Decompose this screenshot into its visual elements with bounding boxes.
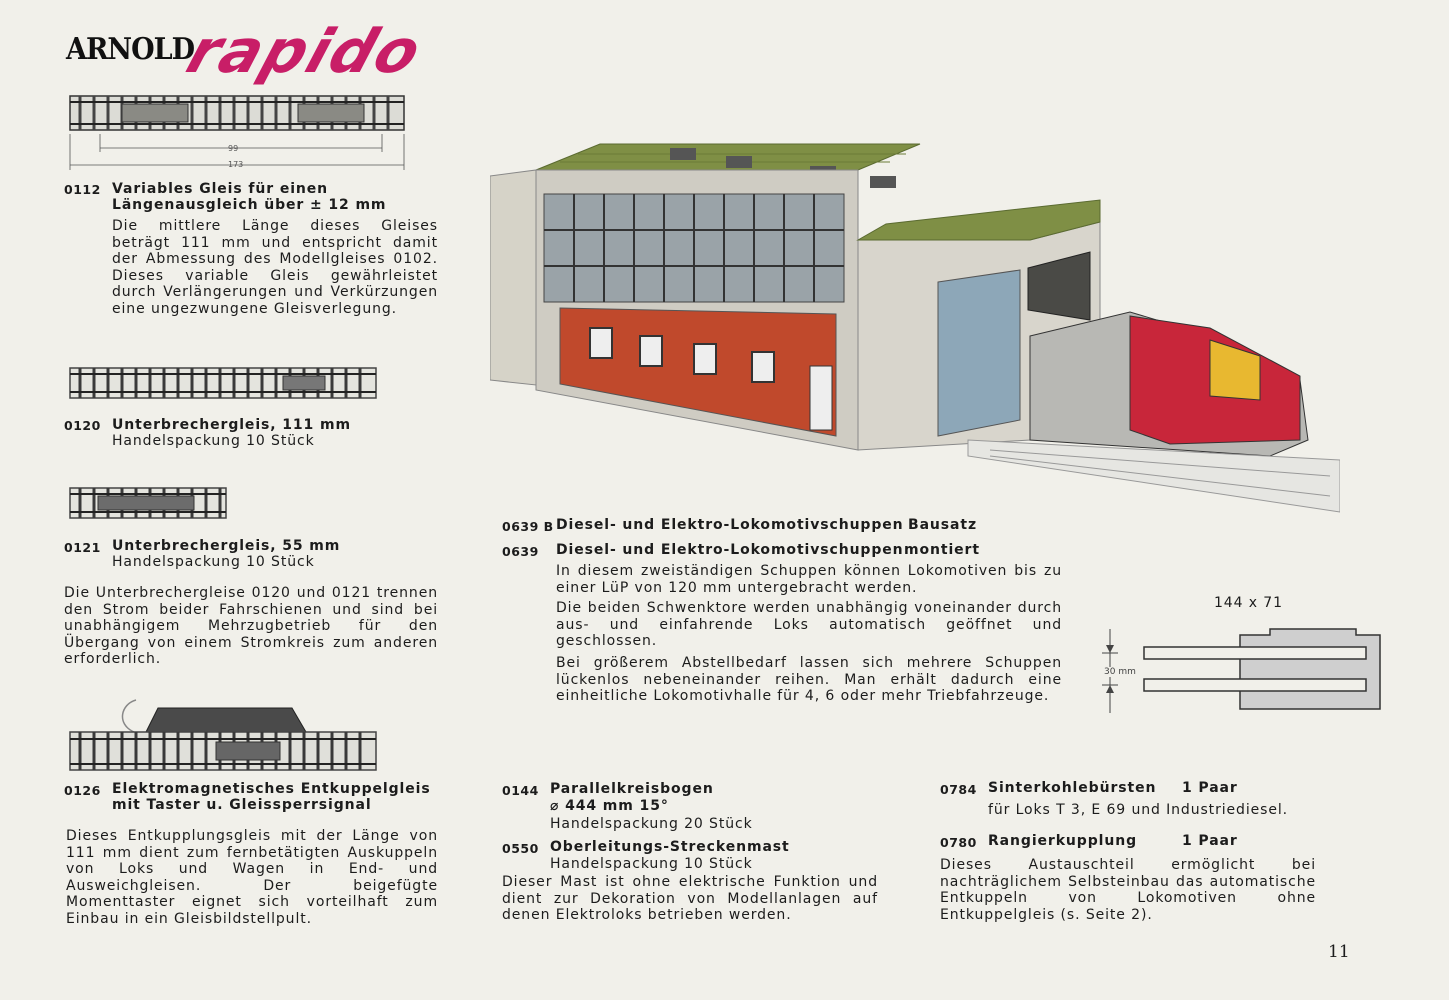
item-description: Die mittlere Länge dieses Gleises beträgt 111 mm und entspricht damit der Abmessung des Modellgleises 0102. Dieses variable Gleis gewährleistet durch Verlängerungen und Verkürzungen eine ungezwungene Gleisverlegung. <box>112 218 438 317</box>
shed-floorplan-diagram <box>1100 625 1390 717</box>
item-description-3: Bei größerem Abstellbedarf lassen sich mehrere Schuppen lückenlos nebeneinander reihen. Man erhält dadurch eine einheitliche Lokomotivhalle für 4, 6 oder mehr Triebfahrzeuge. <box>556 655 1062 704</box>
item-variant: Bausatz <box>908 517 978 533</box>
item-description: Dieses Entkupplungsgleis mit der Länge von 111 mm dient zum fernbetätigten Auskuppeln von Loks und Wagen in End- und Ausweichgleisen. Der beigefügte Momenttaster eignet sich vorteilhaft zum Einbau in ein Gleisbildstellpult. <box>66 828 438 927</box>
item-description: Dieses Austauschteil ermöglicht bei nachträglichem Selbsteinbau das automatische Entkuppeln von Lokomotiven ohne Entkuppelgleis (s. Seite 2). <box>940 857 1316 923</box>
item-packaging: Handelspackung 10 Stück <box>112 433 315 449</box>
item-spec: ⌀ 444 mm 15° <box>550 798 669 814</box>
item-title: Oberleitungs-Streckenmast <box>550 839 790 855</box>
rapido-logo: rapido <box>178 17 432 87</box>
item-title: Rangierkupplung <box>988 833 1137 849</box>
item-title: Diesel- und Elektro-Lokomotivschuppen <box>556 517 904 533</box>
item-code: 0780 <box>940 835 977 850</box>
shed-size-label: 144 x 71 <box>1214 595 1283 611</box>
item-code: 0120 <box>64 418 101 433</box>
item-code: 0126 <box>64 783 101 798</box>
interrupter-track-55-drawing <box>68 484 232 522</box>
brand-wordmark: ARNOLD <box>66 32 194 67</box>
item-title-line1: Variables Gleis für einen <box>112 181 329 197</box>
item-code: 0112 <box>64 182 101 197</box>
item-packaging: Handelspackung 20 Stück <box>550 816 753 832</box>
interrupter-track-111-drawing <box>68 364 380 402</box>
item-title-line2: mit Taster u. Gleissperrsignal <box>112 797 372 813</box>
item-code: 0639 B <box>502 519 554 534</box>
item-title: Unterbrechergleis, 111 mm <box>112 417 351 433</box>
track-spacing-label: 30 mm <box>1104 667 1136 677</box>
page-number: 11 <box>1328 942 1350 962</box>
item-description: für Loks T 3, E 69 und Industriediesel. <box>988 802 1288 818</box>
item-packaging: Handelspackung 10 Stück <box>112 554 315 570</box>
item-description-1: In diesem zweiständigen Schuppen können Lokomotiven bis zu einer LüP von 120 mm untergebracht werden. <box>556 563 1062 596</box>
item-title: Unterbrechergleis, 55 mm <box>112 538 341 554</box>
item-title: Sinterkohlebürsten <box>988 780 1157 796</box>
item-title: Parallelkreisbogen <box>550 781 714 797</box>
item-description: Dieser Mast ist ohne elektrische Funktion und dient zur Dekoration von Modellanlagen auf denen Elektroloks betrieben werden. <box>502 874 878 923</box>
item-variant: montiert <box>904 542 980 558</box>
item-code: 0639 <box>502 544 539 559</box>
item-code: 0144 <box>502 783 539 798</box>
dimension-label-inner: 99 <box>228 144 239 153</box>
uncoupling-track-drawing <box>66 694 384 776</box>
item-packaging: Handelspackung 10 Stück <box>550 856 753 872</box>
item-title-line1: Elektromagnetisches Entkuppelgleis <box>112 781 431 797</box>
item-quantity: 1 Paar <box>1182 780 1238 796</box>
item-description-2: Die beiden Schwenktore werden unabhängig voneinander durch aus- und einfahrende Loks automatisch geöffnet und geschlossen. <box>556 600 1062 649</box>
item-code: 0550 <box>502 841 539 856</box>
item-code: 0121 <box>64 540 101 555</box>
locomotive-shed-illustration <box>490 140 1340 530</box>
dimension-label-outer: 173 <box>228 160 244 169</box>
item-quantity: 1 Paar <box>1182 833 1238 849</box>
item-title: Diesel- und Elektro-Lokomotivschuppen <box>556 542 904 558</box>
interrupter-note: Die Unterbrechergleise 0120 und 0121 trennen den Strom beider Fahrschienen und sind bei unabhängigem Mehrzugbetrieb für den Übergang von einem Stromkreis zum anderen erforderlich. <box>64 585 438 667</box>
item-title-line2: Längenausgleich über ± 12 mm <box>112 197 387 213</box>
item-code: 0784 <box>940 782 977 797</box>
